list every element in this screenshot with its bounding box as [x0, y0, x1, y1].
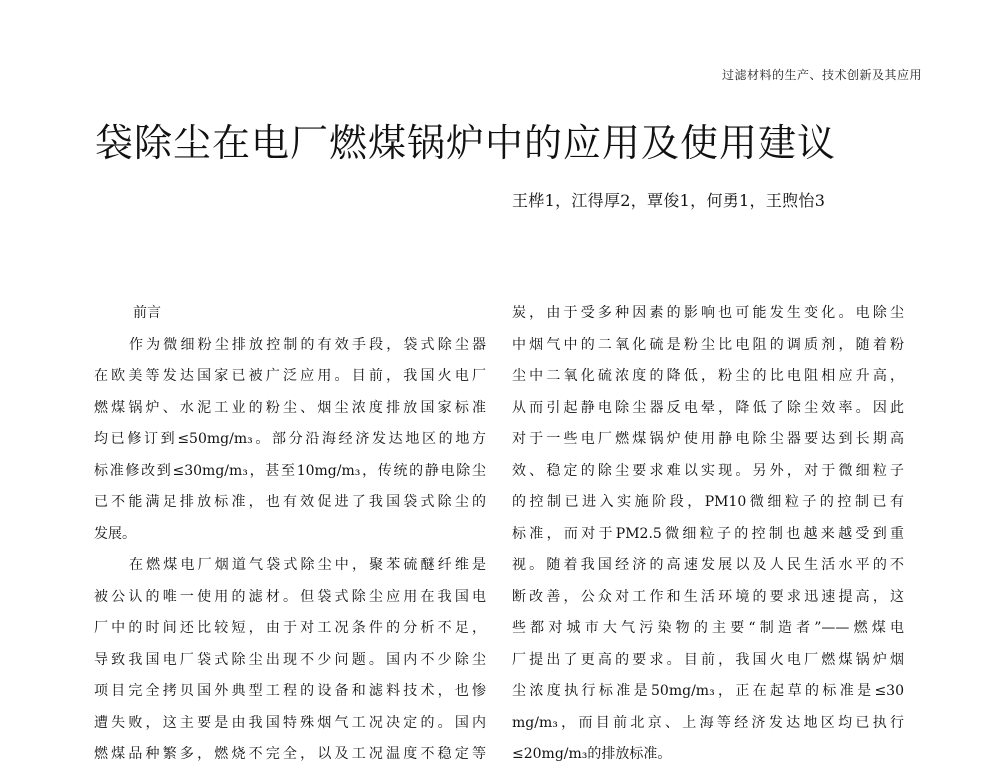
text-line: 厂提出了更高的要求。目前，我国火电厂燃煤锅炉烟 [512, 651, 904, 668]
text-line: 发展。 [94, 525, 136, 542]
text-line: 断改善，公众对工作和生活环境的要求迅速提高，这 [512, 588, 904, 605]
text-line: 已不能满足排放标准，也有效促进了我国袋式除尘的 [94, 494, 486, 510]
section-heading: 前言 [133, 305, 161, 321]
text-line: 燃煤锅炉、水泥工业的粉尘、烟尘浓度排放国家标准 [94, 399, 486, 416]
left-column [94, 298, 486, 771]
text-line: 尘浓度执行标准是50mg/m₃，正在起草的标准是≤30 [512, 683, 904, 699]
author-list: 王桦1，江得厚2，覃俊1，何勇1，王煦怡3 [512, 191, 826, 210]
text-line: 导致我国电厂袋式除尘出现不少问题。国内不少除尘 [94, 651, 486, 668]
text-line: 燃煤品种繁多，燃烧不完全，以及工况温度不稳定等 [94, 746, 486, 762]
right-column [512, 298, 904, 771]
text-line: 些都对城市大气污染物的主要“制造者”——燃煤电 [512, 620, 904, 636]
text-line: 标准，而对于PM2.5微细粒子的控制也越来越受到重 [512, 525, 904, 542]
text-line: 从而引起静电除尘器反电晕，降低了除尘效率。因此 [512, 399, 904, 416]
text-line: 视。随着我国经济的高速发展以及人民生活水平的不 [512, 557, 904, 573]
text-line: 项目完全拷贝国外典型工程的设备和滤料技术，也惨 [94, 683, 486, 699]
text-line: 标准修改到≤30mg/m₃，甚至10mg/m₃，传统的静电除尘 [94, 462, 486, 479]
text-line: 中烟气中的二氧化硫是粉尘比电阻的调质剂，随着粉 [512, 336, 904, 353]
text-line: 炭，由于受多种因素的影响也可能发生变化。电除尘 [512, 305, 904, 321]
text-line: ≤20mg/m₃的排放标准。 [512, 746, 672, 762]
text-line: 作为微细粉尘排放控制的有效手段，袋式除尘器 [129, 336, 486, 353]
paper-title: 袋除尘在电厂燃煤锅炉中的应用及使用建议 [95, 121, 837, 165]
text-line: 效、稳定的除尘要求难以实现。另外，对于微细粒子 [512, 462, 904, 479]
text-line: 被公认的唯一使用的滤材。但袋式除尘应用在我国电 [94, 588, 486, 605]
text-line: mg/m₃，而目前北京、上海等经济发达地区均已执行 [512, 714, 904, 731]
text-line: 厂中的时间还比较短，由于对工况条件的分析不足， [94, 620, 486, 636]
text-line: 在欧美等发达国家已被广泛应用。目前，我国火电厂 [94, 368, 486, 384]
text-line: 尘中二氧化硫浓度的降低，粉尘的比电阻相应升高， [512, 368, 904, 384]
text-line: 均已修订到≤50mg/m₃。部分沿海经济发达地区的地方 [94, 431, 486, 447]
text-line: 在燃煤电厂烟道气袋式除尘中，聚苯硫醚纤维是 [129, 557, 486, 573]
text-line: 遭失败，这主要是由我国特殊烟气工况决定的。国内 [94, 714, 486, 731]
text-line: 对于一些电厂燃煤锅炉使用静电除尘器要达到长期高 [512, 431, 904, 447]
text-line: 的控制已进入实施阶段，PM10微细粒子的控制已有 [512, 494, 904, 510]
running-header: 过滤材料的生产、技术创新及其应用 [721, 68, 922, 82]
